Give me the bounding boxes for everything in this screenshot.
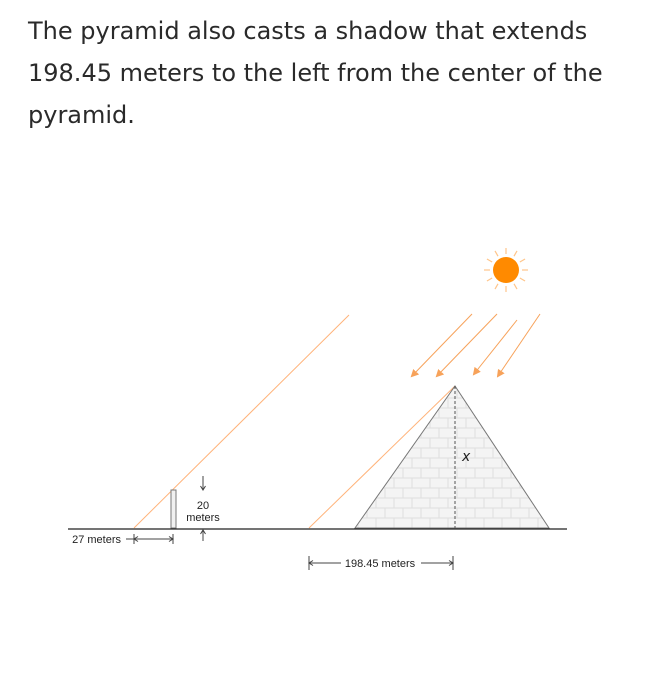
pyramid-height-label: x: [462, 449, 471, 465]
question-text: The pyramid also casts a shadow that extends 198.45 meters to the left from the center of the pyramid.: [28, 17, 603, 129]
sun-rays: [412, 314, 540, 376]
pole: [171, 490, 176, 528]
sun-icon: [484, 248, 528, 292]
pyramid: [340, 378, 570, 528]
pole-height-value: 20: [196, 500, 210, 512]
pyramid-shadow-label: 198.45 meters: [344, 558, 416, 570]
pole-shadow-dimension: [126, 534, 173, 544]
pole-height-unit: meters: [186, 512, 220, 524]
pole-shadow-label: 27 meters: [72, 534, 121, 546]
